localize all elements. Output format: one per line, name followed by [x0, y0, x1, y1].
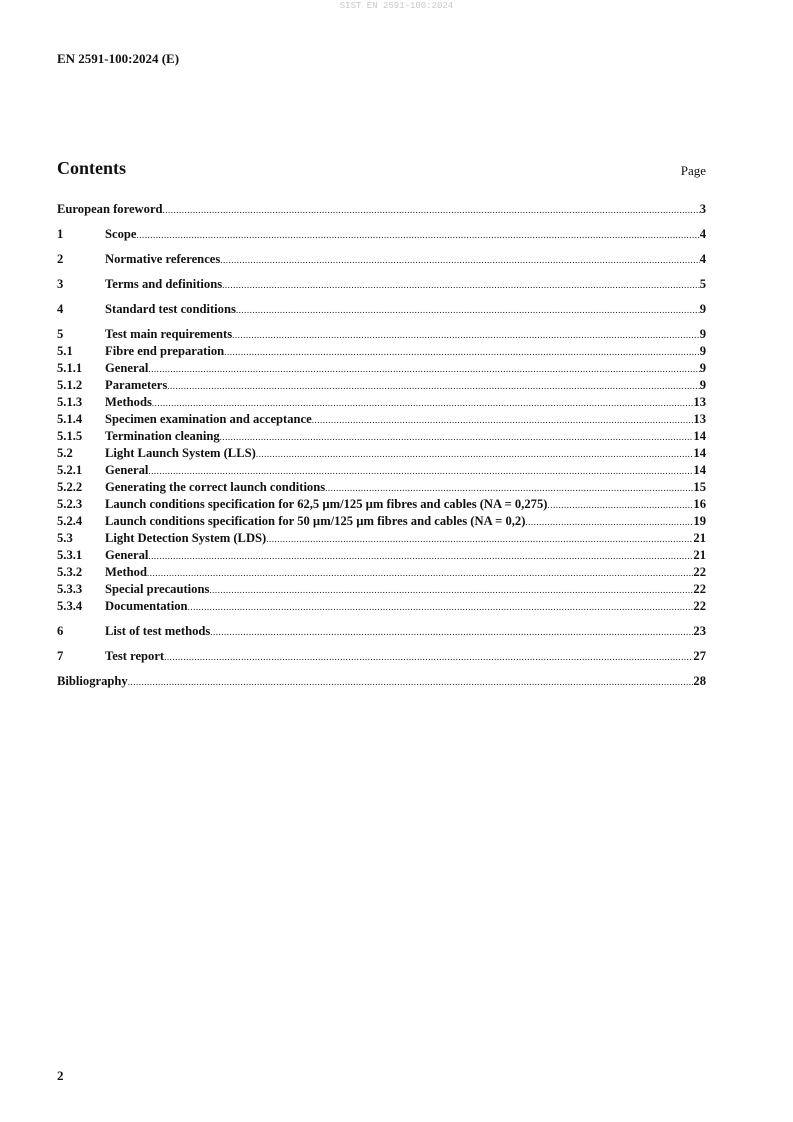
toc-entry[interactable] [57, 581, 706, 598]
toc-entry[interactable] [57, 648, 706, 665]
toc-entry-number: 7 [57, 649, 64, 663]
toc-entry-number: 5 [57, 327, 64, 341]
toc-entry-number: 5.1.5 [57, 429, 83, 443]
toc-entry-title: General [105, 548, 149, 562]
toc-entry-page: 22 [693, 565, 706, 579]
toc-entry-number: 6 [57, 624, 64, 638]
toc-entry-title: European foreword [57, 202, 163, 216]
dot-leader [148, 361, 699, 378]
toc-entry[interactable] [57, 564, 706, 581]
contents-heading: Contents [57, 158, 127, 178]
toc-entry[interactable] [57, 445, 706, 462]
dot-leader [128, 674, 694, 691]
dot-leader [147, 565, 693, 582]
toc-entry-title: Standard test conditions [105, 302, 236, 316]
dot-leader [224, 344, 700, 361]
toc-entry-page: 22 [693, 582, 706, 596]
toc-entry-number: 5.3.4 [57, 599, 83, 613]
document-id: EN 2591-100:2024 (E) [57, 51, 180, 66]
toc-entry[interactable] [57, 276, 706, 293]
toc-entry-title: Scope [105, 227, 137, 241]
toc-entry-title: Methods [105, 395, 152, 409]
dot-leader [164, 649, 693, 666]
toc-entry-number: 3 [57, 277, 64, 291]
toc-entry-page: 28 [693, 674, 706, 688]
toc-entry[interactable] [57, 251, 706, 268]
toc-entry-title: Documentation [105, 599, 188, 613]
dot-leader [136, 227, 699, 244]
toc-entry-title: Generating the correct launch conditions [105, 480, 326, 494]
toc-entry-number: 5.1 [57, 344, 73, 358]
toc-entry[interactable] [57, 513, 706, 530]
dot-leader [232, 327, 700, 344]
toc-entry-number: 5.3.1 [57, 548, 83, 562]
toc-entry-title: Termination cleaning [105, 429, 220, 443]
toc-entry-number: 4 [57, 302, 64, 316]
toc-entry-number: 5.2.4 [57, 514, 83, 528]
toc-entry-page: 9 [699, 302, 706, 316]
dot-leader [256, 446, 694, 463]
toc-entry-page: 16 [693, 497, 706, 511]
toc-entry-title: General [105, 361, 149, 375]
dot-leader [312, 412, 694, 429]
dot-leader [152, 395, 694, 412]
toc-entry-title: Fibre end preparation [105, 344, 225, 358]
toc-entry-title: Launch conditions specification for 62,5 µm/125 µm fibres and cables (NA = 0,275) [105, 497, 548, 511]
toc-entry[interactable] [57, 326, 706, 343]
toc-entry-title: Normative references [105, 252, 221, 266]
toc-entry-page: 14 [693, 429, 706, 443]
toc-entry-number: 5.3 [57, 531, 73, 545]
toc-entry[interactable] [57, 530, 706, 547]
toc-entry-page: 14 [693, 463, 706, 477]
toc-entry-number: 5.2.2 [57, 480, 83, 494]
toc-entry-title: Method [105, 565, 147, 579]
toc-entry[interactable] [57, 360, 706, 377]
toc-entry[interactable] [57, 377, 706, 394]
toc-entry-page: 3 [699, 202, 706, 216]
dot-leader [236, 302, 700, 319]
toc-entry[interactable] [57, 673, 706, 690]
toc-entry-page: 4 [699, 252, 706, 266]
toc-entry-page: 23 [693, 624, 706, 638]
toc-entry-title: Light Launch System (LLS) [105, 446, 256, 460]
toc-entry-title: Test report [105, 649, 165, 663]
dot-leader [163, 202, 700, 219]
toc-entry-number: 2 [57, 252, 64, 266]
toc-entry-page: 13 [693, 412, 706, 426]
toc-entry-title: Bibliography [57, 674, 128, 688]
toc-entry-title: Special precautions [105, 582, 210, 596]
table-of-contents [57, 201, 706, 690]
dot-leader [210, 624, 693, 641]
toc-entry[interactable] [57, 496, 706, 513]
page-number: 2 [57, 1068, 64, 1083]
toc-entry-number: 5.1.2 [57, 378, 83, 392]
toc-entry[interactable] [57, 411, 706, 428]
watermark: SIST EN 2591-100:2024 [339, 1, 454, 11]
toc-entry[interactable] [57, 301, 706, 318]
toc-entry-page: 9 [699, 327, 706, 341]
toc-entry-number: 5.1.3 [57, 395, 83, 409]
toc-entry-page: 4 [699, 227, 706, 241]
dot-leader [222, 277, 700, 294]
toc-entry[interactable] [57, 343, 706, 360]
toc-entry[interactable] [57, 623, 706, 640]
dot-leader [148, 463, 693, 480]
toc-entry-title: Test main requirements [105, 327, 233, 341]
toc-entry-title: Terms and definitions [105, 277, 223, 291]
toc-entry-title: General [105, 463, 149, 477]
toc-entry-page: 19 [693, 514, 706, 528]
toc-entry[interactable] [57, 479, 706, 496]
toc-entry-page: 9 [699, 361, 706, 375]
toc-entry[interactable] [57, 428, 706, 445]
dot-leader [220, 429, 694, 446]
dot-leader [325, 480, 693, 497]
toc-entry-number: 5.3.3 [57, 582, 83, 596]
toc-entry-page: 9 [699, 378, 706, 392]
toc-entry-page: 21 [693, 531, 706, 545]
dot-leader [525, 514, 693, 531]
toc-entry-page: 27 [693, 649, 706, 663]
dot-leader [266, 531, 693, 548]
dot-leader [220, 252, 699, 269]
toc-entry[interactable] [57, 201, 706, 218]
toc-entry[interactable] [57, 394, 706, 411]
toc-entry-number: 5.2.3 [57, 497, 83, 511]
toc-entry-page: 15 [693, 480, 706, 494]
dot-leader [188, 599, 694, 616]
toc-entry-number: 5.1.1 [57, 361, 83, 375]
toc-entry-page: 14 [693, 446, 706, 460]
toc-entry[interactable] [57, 598, 706, 615]
toc-entry-page: 22 [693, 599, 706, 613]
dot-leader [167, 378, 699, 395]
toc-entry-title: Specimen examination and acceptance [105, 412, 312, 426]
toc-entry-number: 5.1.4 [57, 412, 83, 426]
toc-entry-title: Light Detection System (LDS) [105, 531, 267, 545]
toc-entry-number: 5.2.1 [57, 463, 83, 477]
page-column-label: Page [680, 163, 706, 178]
toc-entry-number: 5.3.2 [57, 565, 83, 579]
toc-entry[interactable] [57, 547, 706, 564]
toc-entry-title: Parameters [105, 378, 168, 392]
toc-entry-number: 5.2 [57, 446, 73, 460]
toc-entry-title: List of test methods [105, 624, 211, 638]
toc-entry-title: Launch conditions specification for 50 µm/125 µm fibres and cables (NA = 0,2) [105, 514, 526, 528]
dot-leader [547, 497, 693, 514]
toc-entry[interactable] [57, 462, 706, 479]
toc-entry[interactable] [57, 226, 706, 243]
dot-leader [148, 548, 693, 565]
toc-entry-page: 21 [693, 548, 706, 562]
toc-entry-page: 13 [693, 395, 706, 409]
dot-leader [209, 582, 693, 599]
toc-entry-page: 9 [699, 344, 706, 358]
toc-entry-number: 1 [57, 227, 64, 241]
toc-entry-page: 5 [699, 277, 706, 291]
